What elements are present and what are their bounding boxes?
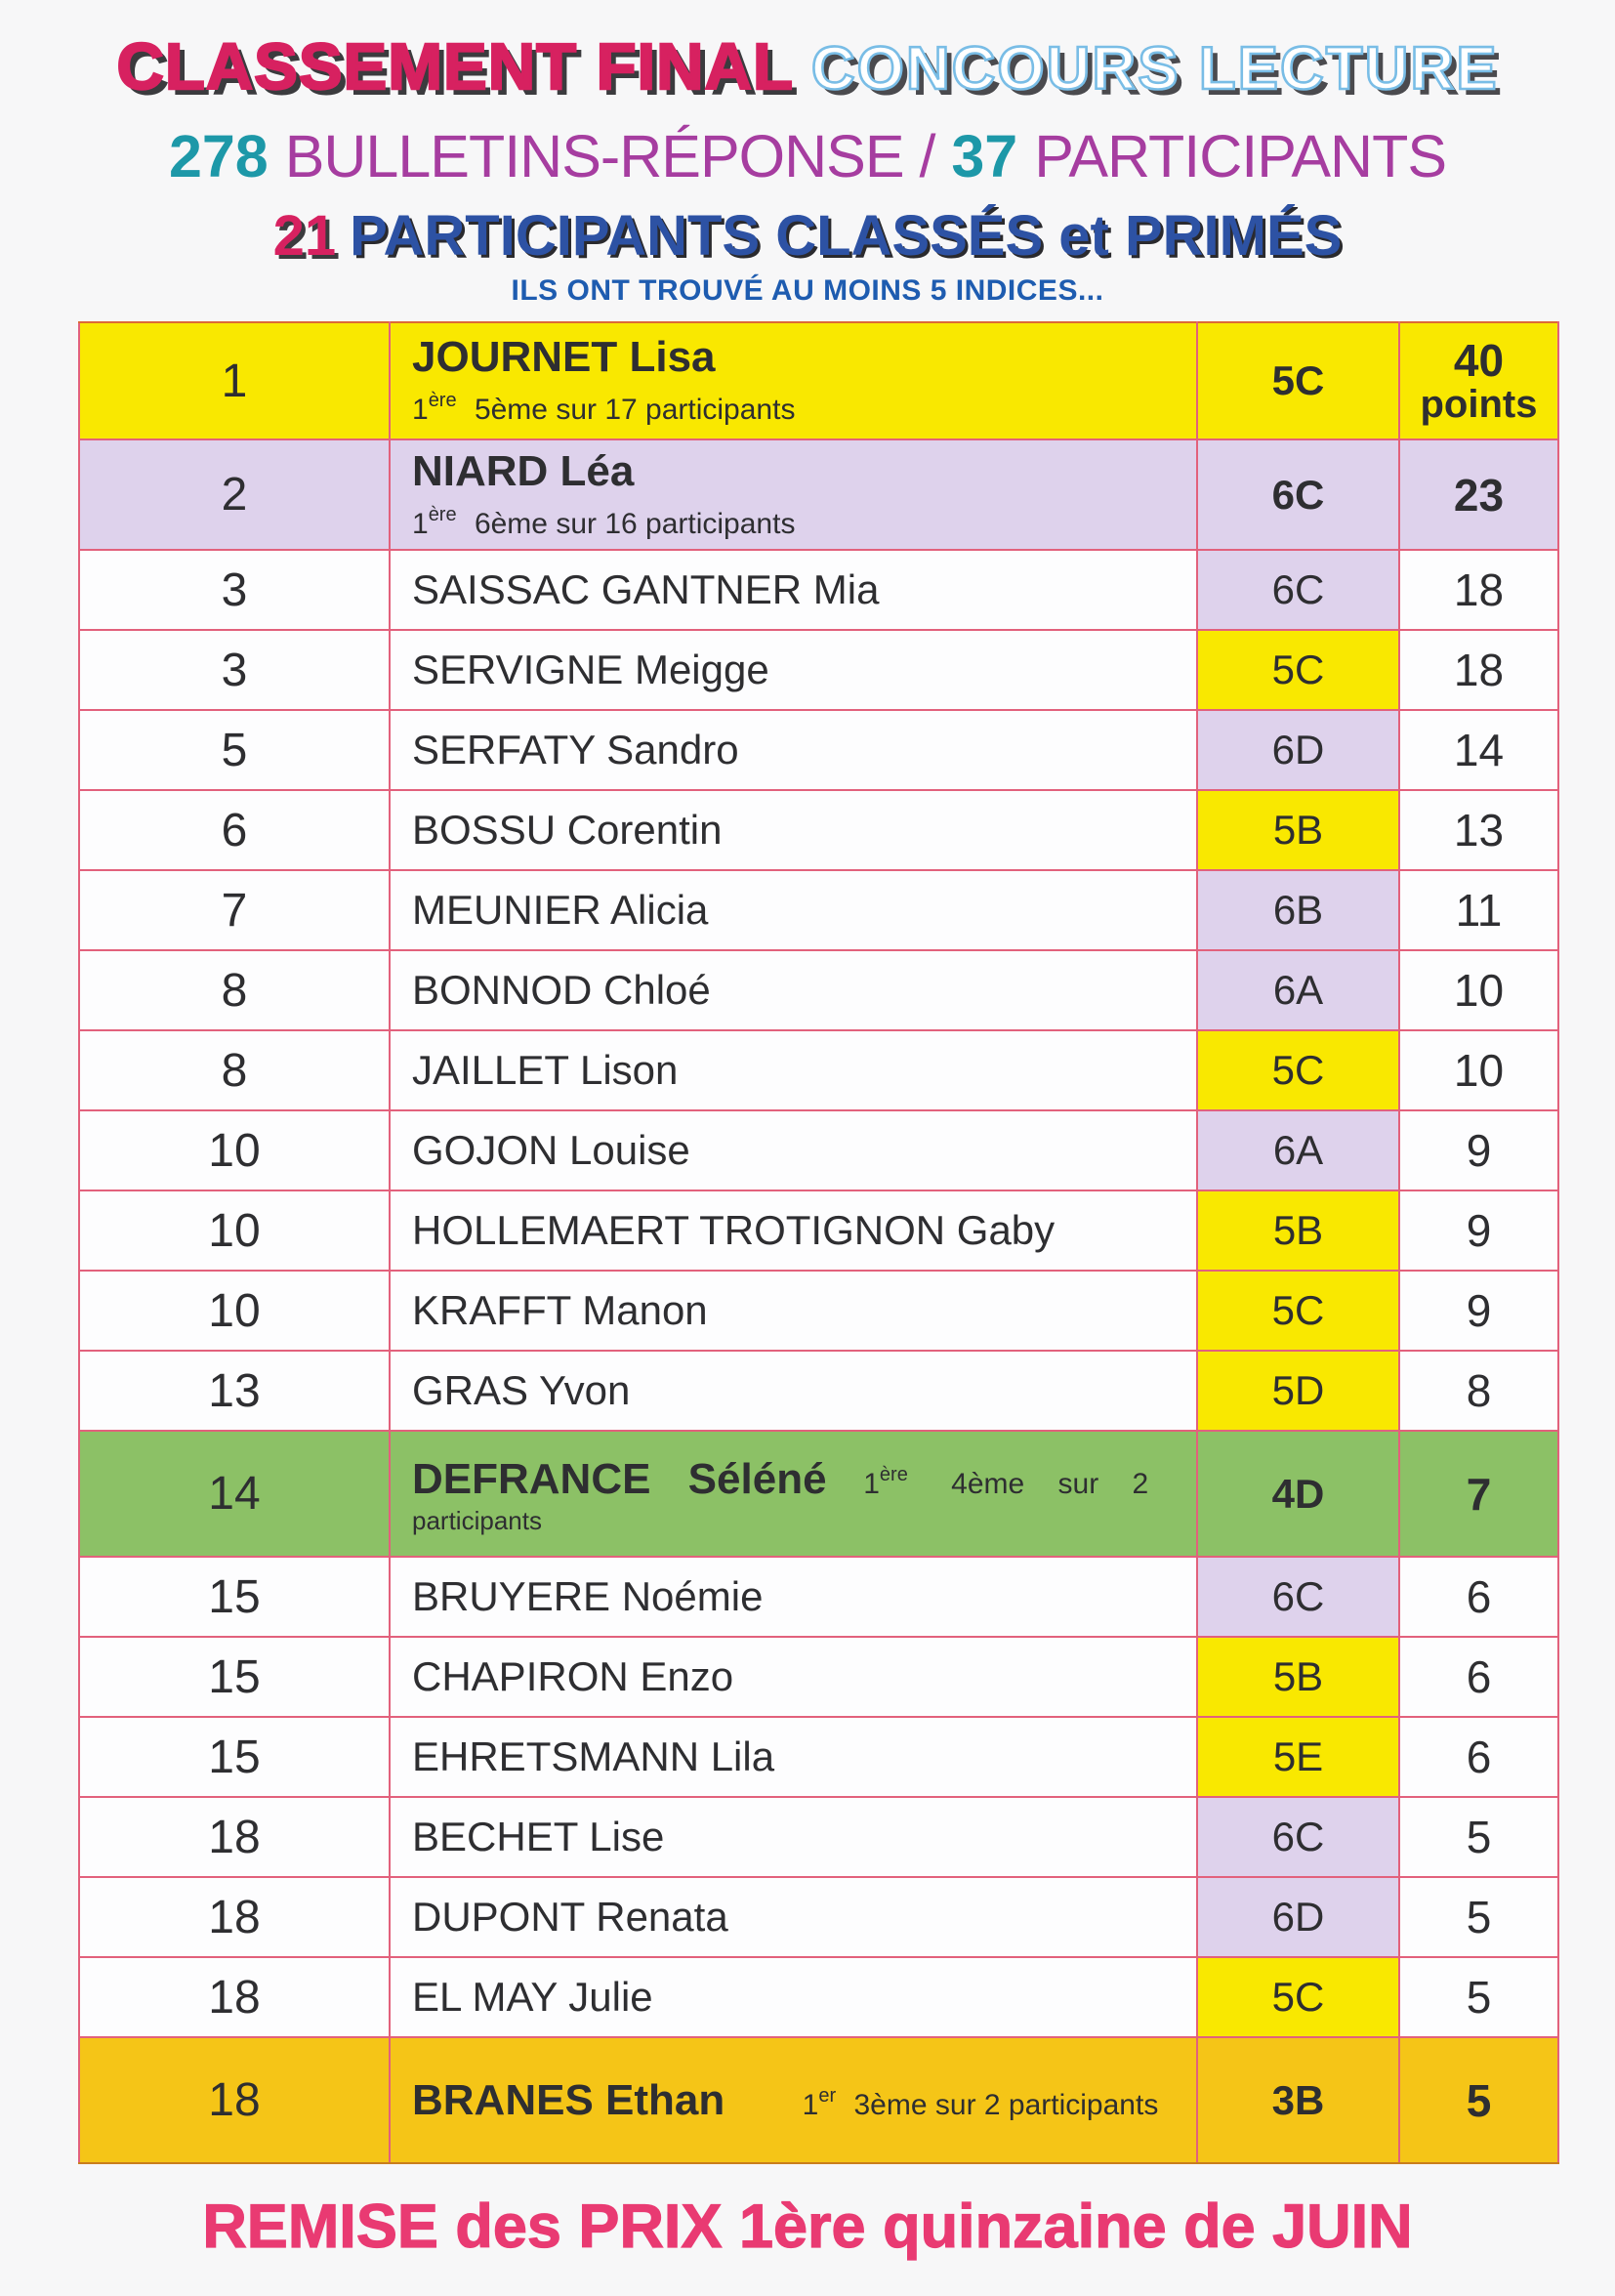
rank-cell	[79, 1717, 390, 1797]
ranked-line	[0, 204, 1615, 269]
points-value: 11	[1455, 885, 1503, 937]
participant-name: BECHET Lise	[412, 1814, 665, 1860]
class-cell: 3B	[1197, 2037, 1399, 2163]
participant-name: KRAFFT Manon	[412, 1287, 708, 1334]
participant-name: BRANES Ethan	[412, 2075, 725, 2124]
points-cell	[1399, 1637, 1558, 1717]
rank-value: 8	[221, 964, 248, 1017]
document-header	[0, 0, 1615, 308]
rank-cell	[79, 1637, 390, 1717]
points-value: 6	[1466, 1732, 1492, 1783]
rank-cell	[79, 1431, 390, 1557]
participant-name: BRUYERE Noémie	[412, 1573, 764, 1620]
points-value: 5	[1466, 2074, 1492, 2126]
rank-cell	[79, 1110, 390, 1190]
rank-value: 10	[208, 1204, 261, 1257]
points-cell	[1399, 439, 1558, 550]
participant-name: DUPONT Renata	[412, 1894, 728, 1941]
table-row	[79, 439, 1558, 550]
participant-name: BONNOD Chloé	[412, 967, 711, 1014]
points-cell	[1399, 550, 1558, 630]
participant-name-line	[412, 1653, 1182, 1700]
page-title	[0, 30, 1615, 104]
participant-name-line	[412, 333, 1182, 429]
rank-cell	[79, 2037, 390, 2163]
rank-value: 1	[221, 355, 248, 407]
rank-value: 15	[208, 1731, 261, 1783]
points-value: 6	[1466, 1651, 1492, 1703]
rank-value: 6	[221, 804, 248, 856]
participant-name: NIARD Léa	[412, 446, 635, 495]
rank-cell	[79, 1797, 390, 1877]
name-cell	[390, 550, 1197, 630]
rank-value: 2	[221, 469, 248, 522]
participant-name-line	[412, 566, 1182, 613]
participant-name-line	[412, 647, 1182, 693]
points-value: 5	[1466, 1972, 1492, 2024]
name-cell	[390, 2037, 1197, 2163]
rank-cell	[79, 1271, 390, 1351]
points-cell	[1399, 870, 1558, 950]
footer-announcement: REMISE des PRIX 1ère quinzaine de JUIN	[202, 2192, 1413, 2262]
class-cell: 6C	[1197, 550, 1399, 630]
table-row	[79, 1797, 1558, 1877]
title-concours-lecture: CONCOURS LECTURE	[810, 35, 1499, 103]
class-cell: 6A	[1197, 950, 1399, 1030]
table-row	[79, 322, 1558, 439]
points-value: 6	[1466, 1571, 1492, 1623]
participant-name: SAISSAC GANTNER Mia	[412, 566, 880, 613]
rank-cell	[79, 322, 390, 439]
name-cell	[390, 1110, 1197, 1190]
class-cell: 5B	[1197, 1637, 1399, 1717]
rank-note: 1ère 4ème sur 2	[863, 1463, 1149, 1500]
bulletins-label: BULLETINS-RÉPONSE /	[284, 123, 935, 190]
name-cell	[390, 710, 1197, 790]
table-row	[79, 1030, 1558, 1110]
rank-value: 7	[221, 884, 248, 937]
rank-cell	[79, 1877, 390, 1957]
points-value: 5	[1466, 1812, 1492, 1863]
rank-cell	[79, 550, 390, 630]
title-classement-final: CLASSEMENT FINAL	[116, 30, 794, 104]
rank-cell	[79, 790, 390, 870]
points-cell	[1399, 1797, 1558, 1877]
table-row	[79, 1637, 1558, 1717]
participant-name-line	[412, 1814, 1182, 1860]
participant-name-line	[412, 887, 1182, 934]
class-cell: 4D	[1197, 1431, 1399, 1557]
points-value: 10	[1453, 965, 1505, 1017]
table-row	[79, 1877, 1558, 1957]
table-row	[79, 1351, 1558, 1431]
table-row	[79, 1717, 1558, 1797]
name-cell	[390, 790, 1197, 870]
class-cell: 6C	[1197, 1557, 1399, 1637]
rank-cell	[79, 710, 390, 790]
participant-name-line	[412, 1047, 1182, 1094]
participant-name: BOSSU Corentin	[412, 807, 723, 854]
participants-count: 37	[951, 123, 1018, 190]
points-cell	[1399, 2037, 1558, 2163]
rank-value: 10	[208, 1124, 261, 1177]
name-cell	[390, 1957, 1197, 2037]
points-cell	[1399, 1957, 1558, 2037]
ranked-label: PARTICIPANTS CLASSÉS et PRIMÉS	[350, 204, 1343, 269]
table-row	[79, 1431, 1558, 1557]
participant-name: SERFATY Sandro	[412, 727, 739, 773]
name-cell	[390, 630, 1197, 710]
rank-cell	[79, 1957, 390, 2037]
points-value: 14	[1453, 725, 1505, 776]
participant-name: SERVIGNE Meigge	[412, 647, 769, 693]
name-cell	[390, 870, 1197, 950]
participant-name-line	[412, 1733, 1182, 1780]
rank-note-wrap: participants	[412, 1505, 542, 1535]
participants-label: PARTICIPANTS	[1034, 123, 1447, 190]
class-cell: 5E	[1197, 1717, 1399, 1797]
rank-note: 1ère 6ème sur 16 participants	[412, 503, 796, 540]
participant-name-line	[412, 727, 1182, 773]
points-value: 9	[1466, 1205, 1492, 1257]
rank-cell	[79, 870, 390, 950]
participant-name-line	[412, 1573, 1182, 1620]
ranking-table	[78, 321, 1559, 2164]
participant-name-line	[412, 1894, 1182, 1941]
participant-name: DEFRANCE Séléné	[412, 1454, 827, 1503]
bulletins-count: 278	[168, 123, 269, 190]
class-cell: 5C	[1197, 630, 1399, 710]
points-cell	[1399, 950, 1558, 1030]
rank-value: 3	[221, 644, 248, 696]
points-value: 7	[1466, 1468, 1492, 1520]
participant-name-line	[412, 1127, 1182, 1174]
points-unit-label: points	[1420, 383, 1538, 427]
points-value: 23	[1453, 469, 1505, 521]
points-cell	[1399, 322, 1558, 439]
participant-name-line	[412, 1455, 1182, 1504]
name-cell	[390, 950, 1197, 1030]
participant-name-line	[412, 1287, 1182, 1334]
class-cell: 5C	[1197, 1957, 1399, 2037]
rank-cell	[79, 630, 390, 710]
class-cell: 6C	[1197, 1797, 1399, 1877]
table-row	[79, 1271, 1558, 1351]
points-value: 9	[1466, 1285, 1492, 1337]
name-cell	[390, 1877, 1197, 1957]
points-cell	[1399, 630, 1558, 710]
participant-name: EHRETSMANN Lila	[412, 1733, 775, 1780]
points-cell	[1399, 1271, 1558, 1351]
stats-line	[0, 123, 1615, 190]
table-row	[79, 710, 1558, 790]
participant-name: JOURNET Lisa	[412, 333, 716, 382]
rank-value: 10	[208, 1284, 261, 1337]
rank-value: 15	[208, 1650, 261, 1703]
rank-cell	[79, 439, 390, 550]
name-cell	[390, 322, 1197, 439]
class-cell: 5D	[1197, 1351, 1399, 1431]
rank-value: 18	[208, 1811, 261, 1863]
rank-note: 1er 3ème sur 2 participants	[802, 2084, 1159, 2121]
points-cell	[1399, 1110, 1558, 1190]
points-cell	[1399, 1557, 1558, 1637]
rank-value: 14	[208, 1468, 261, 1521]
table-row	[79, 1110, 1558, 1190]
table-row	[79, 790, 1558, 870]
participant-name-line	[412, 2076, 1182, 2125]
rank-cell	[79, 1351, 390, 1431]
ranking-table-body	[79, 322, 1558, 2163]
participant-name: CHAPIRON Enzo	[412, 1653, 734, 1700]
points-cell	[1399, 1190, 1558, 1271]
name-cell	[390, 1557, 1197, 1637]
points-cell	[1399, 1717, 1558, 1797]
class-cell: 5B	[1197, 1190, 1399, 1271]
table-row	[79, 1190, 1558, 1271]
table-row	[79, 1957, 1558, 2037]
table-row	[79, 950, 1558, 1030]
name-cell	[390, 1797, 1197, 1877]
points-cell	[1399, 1877, 1558, 1957]
class-cell: 5C	[1197, 322, 1399, 439]
points-cell	[1399, 1431, 1558, 1557]
rank-value: 18	[208, 1891, 261, 1943]
name-cell	[390, 1271, 1197, 1351]
rank-cell	[79, 1030, 390, 1110]
points-cell	[1399, 710, 1558, 790]
table-row	[79, 2037, 1558, 2163]
name-cell	[390, 439, 1197, 550]
class-cell: 5B	[1197, 790, 1399, 870]
participant-name-line	[412, 807, 1182, 854]
points-value: 18	[1453, 645, 1505, 696]
rank-value: 13	[208, 1364, 261, 1417]
rank-cell	[79, 1190, 390, 1271]
rank-value: 15	[208, 1570, 261, 1623]
rank-value: 8	[221, 1044, 248, 1097]
table-row	[79, 550, 1558, 630]
points-value: 9	[1466, 1125, 1492, 1177]
points-value: 40	[1453, 335, 1505, 387]
rank-cell	[79, 950, 390, 1030]
participant-name: EL MAY Julie	[412, 1974, 653, 2021]
ranked-count: 21	[272, 204, 337, 269]
class-cell: 6B	[1197, 870, 1399, 950]
participant-name-line	[412, 1974, 1182, 2021]
rank-value: 18	[208, 2074, 261, 2127]
participant-name: GOJON Louise	[412, 1127, 690, 1174]
name-cell	[390, 1717, 1197, 1797]
name-cell	[390, 1351, 1197, 1431]
points-value: 5	[1466, 1892, 1492, 1943]
points-value: 10	[1453, 1045, 1505, 1097]
table-row	[79, 870, 1558, 950]
table-row	[79, 630, 1558, 710]
points-cell	[1399, 790, 1558, 870]
class-cell: 6D	[1197, 1877, 1399, 1957]
name-cell	[390, 1030, 1197, 1110]
rank-value: 3	[221, 564, 248, 616]
points-value: 13	[1453, 805, 1505, 856]
participant-name-line	[412, 967, 1182, 1014]
name-cell	[390, 1637, 1197, 1717]
class-cell: 6C	[1197, 439, 1399, 550]
points-cell	[1399, 1030, 1558, 1110]
subtitle-hint: ILS ONT TROUVÉ AU MOINS 5 INDICES...	[511, 274, 1104, 308]
class-cell: 6A	[1197, 1110, 1399, 1190]
participant-name-line	[412, 1207, 1182, 1254]
participant-name-line	[412, 1367, 1182, 1414]
rank-value: 5	[221, 724, 248, 776]
name-cell	[390, 1431, 1197, 1557]
class-cell: 5C	[1197, 1271, 1399, 1351]
participant-name: JAILLET Lison	[412, 1047, 679, 1094]
points-cell	[1399, 1351, 1558, 1431]
participant-name-line	[412, 447, 1182, 543]
rank-value: 18	[208, 1971, 261, 2024]
participant-name: GRAS Yvon	[412, 1367, 631, 1414]
class-cell: 5C	[1197, 1030, 1399, 1110]
name-cell	[390, 1190, 1197, 1271]
rank-cell	[79, 1557, 390, 1637]
class-cell: 6D	[1197, 710, 1399, 790]
participant-name: HOLLEMAERT TROTIGNON Gaby	[412, 1207, 1056, 1254]
points-value: 18	[1453, 564, 1505, 616]
points-value: 8	[1466, 1365, 1492, 1417]
rank-note: 1ère 5ème sur 17 participants	[412, 390, 796, 427]
participant-name: MEUNIER Alicia	[412, 887, 709, 934]
table-row	[79, 1557, 1558, 1637]
